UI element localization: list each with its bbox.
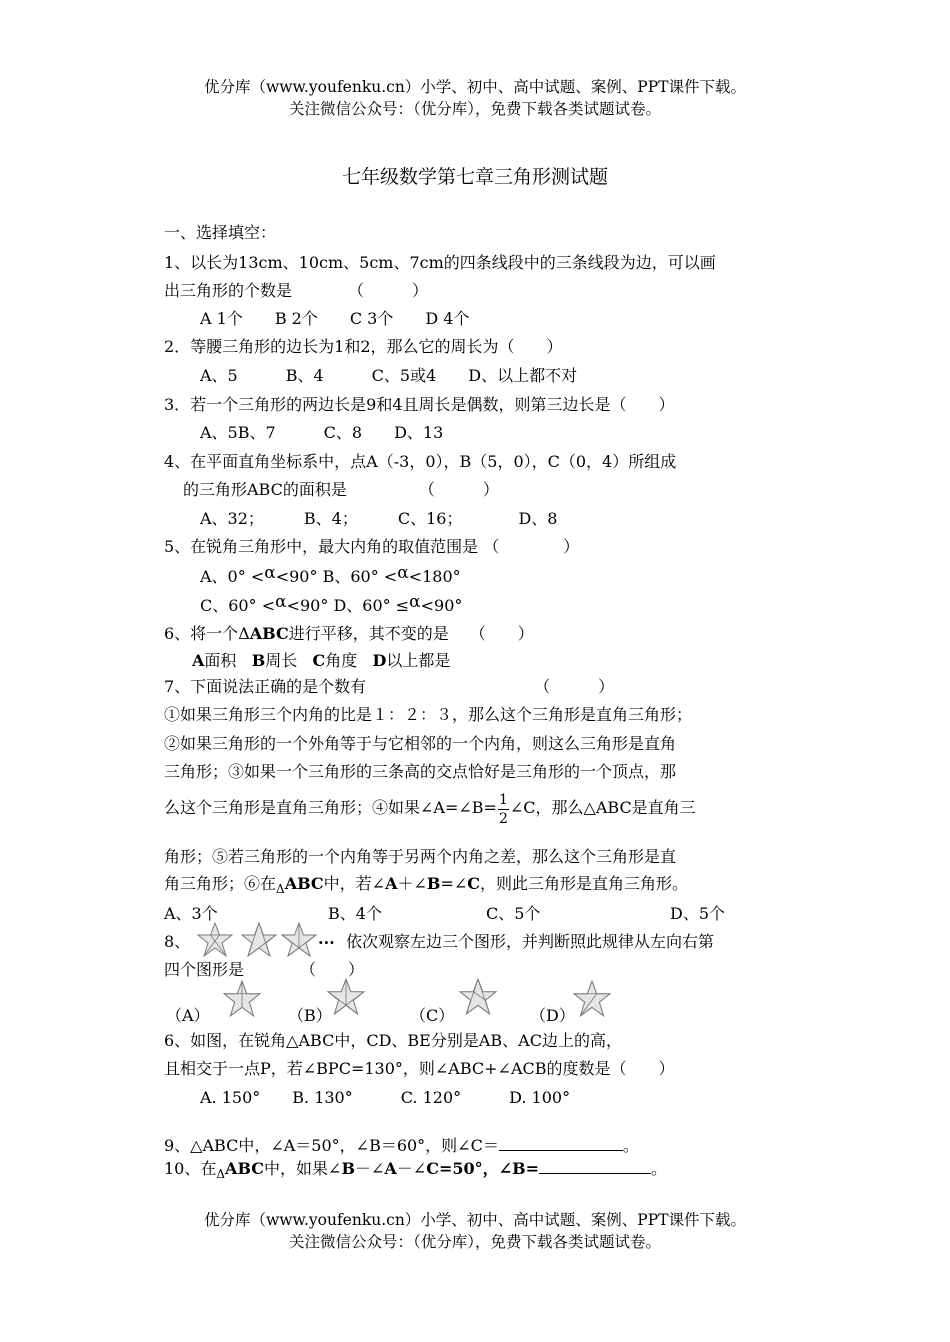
q8-dots: ... (318, 929, 335, 948)
alpha-symbol: α (409, 592, 421, 612)
q3-options: A、5B、7 C、8 D、13 (200, 423, 444, 442)
q7-line3: ②如果三角形的一个外角等于与它相邻的一个内角，则这么三角形是直角 (164, 734, 677, 753)
q9-line: 9、△ABC中，∠A＝50°，∠B＝60°，则∠C＝ 。 (164, 1136, 639, 1155)
q2-options: A、5 B、4 C、5或4 D、以上都不对 (200, 366, 578, 385)
section-heading: 一、选择填空： (164, 223, 277, 242)
q6-line1: 6、将一个ΔABC进行平移，其不变的是 （ ） (164, 624, 534, 643)
q6b-line1: 6、如图，在锐角△ABC中，CD、BE分别是AB、AC边上的高， (164, 1031, 622, 1050)
q8-option-d-label: （D） (530, 1006, 575, 1025)
header-line-1: 优分库（www.youfenku.cn）小学、初中、高中试题、案例、PPT课件下载。 (203, 78, 747, 96)
q6b-line2: 且相交于一点P，若∠BPC=130°，则∠ABC+∠ACB的度数是（ ） (164, 1059, 675, 1078)
q7-line2: ①如果三角形三个内角的比是１：２：３，那么这个三角形是直角三角形； (164, 705, 693, 724)
q7-line5: 么这个三角形是直角三角形；④如果∠A=∠B= $\frac{1}{2}$ ∠C，那么△ABC是直角三 (164, 792, 696, 827)
triangle-symbol: Δ (238, 624, 250, 643)
q8-option-a-star (222, 980, 262, 1018)
alpha-symbol: α (275, 592, 287, 612)
q3-line1: 3．若一个三角形的两边长是9和4且周长是偶数，则第三边长是（ ） (164, 395, 675, 414)
q8-option-c-label: （C） (410, 1006, 455, 1025)
q5-options-cd: C、60° <α<90° D、60° ≤α<90° (200, 592, 463, 615)
footer-line-1: 优分库（www.youfenku.cn）小学、初中、高中试题、案例、PPT课件下载。 (203, 1211, 747, 1229)
q7-option-b: B、4个 (328, 904, 382, 923)
q8-option-a-label: （A） (166, 1006, 210, 1025)
q5-line1: 5、在锐角三角形中，最大内角的取值范围是 （ ） (164, 537, 580, 556)
q4-line2: 的三角形ABC的面积是 （ ） (183, 480, 499, 499)
page-title: 七年级数学第七章三角形测试题 (341, 166, 608, 188)
star-figure-3 (280, 922, 318, 958)
alpha-symbol: α (264, 563, 276, 583)
q7-line7: 角三角形；⑥在$_\Delta$ABC中，若∠A＋∠B=∠C，则此三角形是直角三角形。 (164, 874, 689, 896)
star-figure-1 (196, 922, 234, 958)
q10-line: 10、在$_\Delta$ABC中，如果∠B－∠A－∠C=50°，∠B= 。 (164, 1159, 668, 1181)
q7-line4: 三角形；③如果一个三角形的三条高的交点恰好是三角形的一个顶点，那 (164, 762, 677, 781)
q10-answer-blank[interactable] (539, 1159, 651, 1174)
q9-answer-blank[interactable] (499, 1136, 623, 1151)
q7-line1: 7、下面说法正确的是个数有 （ ） (164, 677, 615, 696)
q5-options-ab: A、0° <α<90° B、60° <α<180° (200, 563, 461, 586)
q4-line1: 4、在平面直角坐标系中，点A（-3，0），B（5，0），C（0，4）所组成 (164, 452, 677, 471)
q8-line2: 四个图形是 （ ） (164, 960, 365, 979)
fraction-one-half: $\frac{1}{2}$ (498, 792, 508, 827)
q1-line1: 1、以长为13cm、10cm、5cm、7cm的四条线段中的三条线段为边，可以画 (164, 253, 716, 272)
q8-option-b-star (326, 978, 366, 1016)
q1-options: A 1个 B 2个 C 3个 D 4个 (200, 309, 470, 328)
triangle-symbol: Δ (216, 1167, 226, 1181)
q8-option-c-star (458, 978, 498, 1016)
star-figure-2 (240, 922, 278, 958)
q8-option-b-label: （B） (288, 1006, 332, 1025)
q4-options: A、32； B、4； C、16； D、8 (200, 509, 558, 528)
q8-line1: 依次观察左边三个图形，并判断照此规律从左向右第 (346, 932, 715, 951)
triangle-symbol: Δ (276, 882, 285, 896)
alpha-symbol: α (397, 563, 409, 583)
q2-line1: 2．等腰三角形的边长为1和2，那么它的周长为（ ） (164, 337, 563, 356)
q7-option-a: A、3个 (164, 904, 218, 923)
q7-option-d: D、5个 (670, 904, 726, 923)
q6b-options: A. 150° B. 130° C. 120° D. 100° (200, 1088, 571, 1107)
footer-line-2: 关注微信公众号：（优分库），免费下载各类试题试卷。 (288, 1233, 661, 1251)
q1-line2: 出三角形的个数是 （ ） (164, 281, 429, 300)
q8-option-d-star (572, 980, 612, 1018)
q8-prefix: 8、 (164, 932, 191, 951)
q6-options: A面积 B周长 C角度 D以上都是 (192, 651, 451, 670)
q7-line6: 角形；⑤若三角形的一个内角等于另两个内角之差，那么这个三角形是直 (164, 847, 677, 866)
q7-option-c: C、5个 (486, 904, 541, 923)
header-line-2: 关注微信公众号：（优分库），免费下载各类试题试卷。 (288, 100, 661, 118)
